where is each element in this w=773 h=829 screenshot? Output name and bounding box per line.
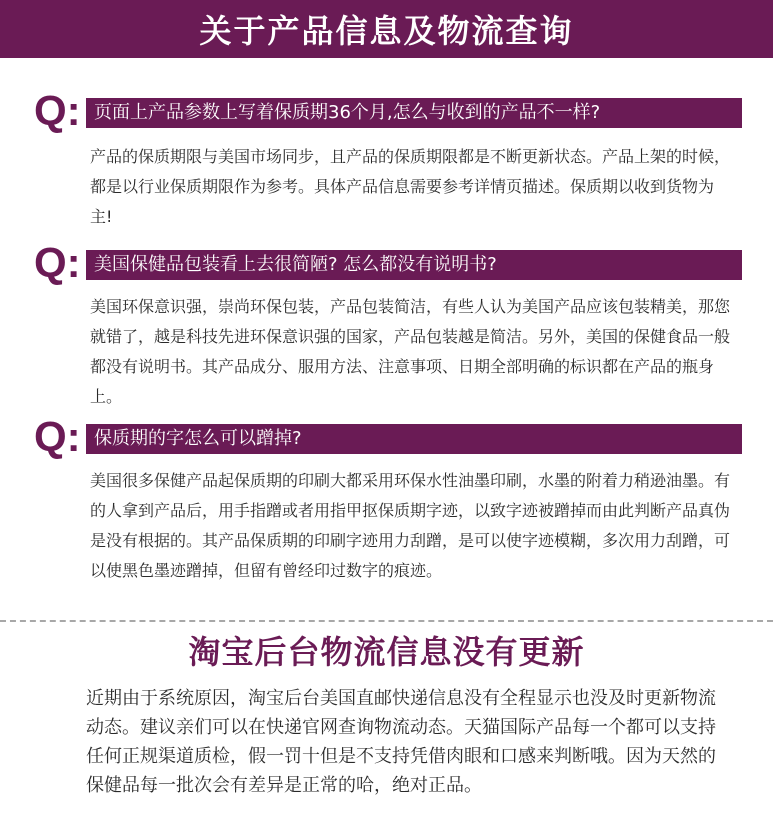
answer-text: 美国很多保健产品起保质期的印刷大都采用环保水性油墨印刷，水墨的附着力稍逊油墨。有的人拿到产品后，用手指蹭或者用指甲抠保质期字迹，以致字迹被蹭掉而由此判断产品真伪是没有根据的。其产品保质期的印刷字迹用力刮蹭，是可以使字迹模糊，多次用力刮蹭，可以使黑色墨迹蹭掉，但留有曾经印过数字的痕迹。 [90,471,731,580]
q-mark: Q: [34,239,81,286]
dashed-divider [0,620,773,622]
question-row [0,413,773,460]
logistics-body: 近期由于系统原因，淘宝后台美国直邮快递信息没有全程显示也没及时更新物流动态。建议亲们可以在快递官网查询物流动态。天猫国际产品每一个都可以支持任何正规渠道质检，假一罚十但是不支持凭借肉眼和口感来判断哦。因为天然的保健品每一批次会有差异是正常的哈，绝对正品。 [86,688,716,796]
top-banner [0,0,773,58]
question-bar: 页面上产品参数上写着保质期36个月,怎么与收到的产品不一样? [86,98,742,128]
page-title: 关于产品信息及物流查询 [199,12,574,50]
faq-item [0,413,773,580]
faq-item [0,239,773,406]
question-bar: 美国保健品包装看上去很简陋? 怎么都没有说明书? [86,250,742,280]
question-bar: 保质期的字怎么可以蹭掉? [86,424,742,454]
question-row [0,239,773,286]
answer-text: 产品的保质期限与美国市场同步，且产品的保质期限都是不断更新状态。产品上架的时候，都是以行业保质期限作为参考。具体产品信息需要参考详情页描述。保质期以收到货物为主! [90,147,731,226]
faq-item [0,87,773,226]
question-row [0,87,773,134]
q-mark: Q: [34,413,81,460]
answer-text: 美国环保意识强，崇尚环保包装，产品包装简洁，有些人认为美国产品应该包装精美，那您就错了，越是科技先进环保意识强的国家，产品包装越是简洁。另外，美国的保健食品一般都没有说明书。其产品成分、服用方法、注意事项、日期全部明确的标识都在产品的瓶身上。 [90,297,731,406]
logistics-title: 淘宝后台物流信息没有更新 [188,633,585,671]
q-mark: Q: [34,87,81,134]
